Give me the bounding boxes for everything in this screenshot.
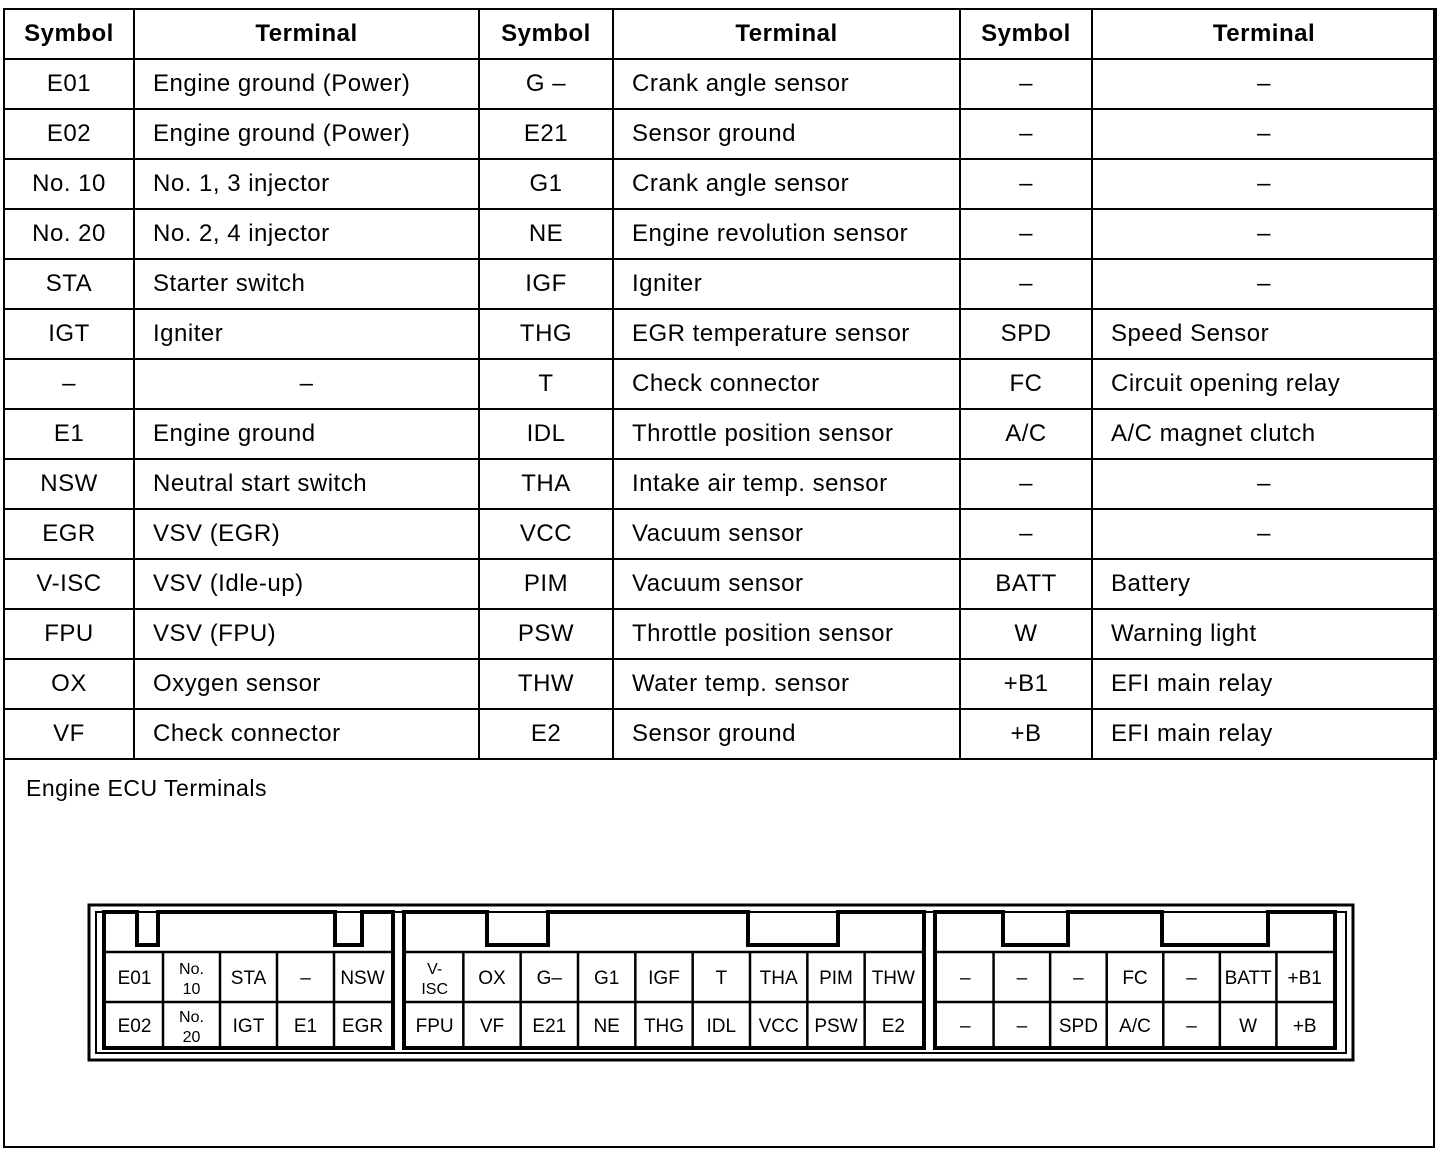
pin-label: –: [1016, 968, 1028, 989]
symbol-cell: E21: [479, 109, 613, 159]
pin-label: IGF: [648, 968, 680, 989]
symbol-cell: BATT: [960, 559, 1092, 609]
pin-label: NSW: [340, 968, 385, 989]
terminal-cell: Igniter: [134, 309, 479, 359]
symbol-cell: THA: [479, 459, 613, 509]
symbol-cell: STA: [4, 259, 134, 309]
symbol-cell: –: [960, 509, 1092, 559]
terminal-cell: Engine ground: [134, 409, 479, 459]
pin-label: No.: [179, 1009, 204, 1026]
terminal-cell: Throttle position sensor: [613, 609, 960, 659]
terminal-cell: Check connector: [134, 709, 479, 759]
symbol-cell: No. 10: [4, 159, 134, 209]
pin-label: FPU: [415, 1016, 454, 1037]
symbol-cell: VCC: [479, 509, 613, 559]
header-symbol: Symbol: [4, 9, 134, 59]
pin-label: SPD: [1058, 1016, 1098, 1037]
pin-label: –: [1186, 968, 1197, 989]
pin-label: ISC: [421, 981, 449, 998]
terminal-cell: Starter switch: [134, 259, 479, 309]
pin-label: T: [715, 968, 728, 989]
symbol-cell: +B: [960, 709, 1092, 759]
terminal-cell: Vacuum sensor: [613, 559, 960, 609]
terminal-cell: Check connector: [613, 359, 960, 409]
pin-label: THW: [871, 968, 915, 989]
pin-label: E02: [117, 1016, 152, 1037]
symbol-cell: –: [4, 359, 134, 409]
symbol-cell: A/C: [960, 409, 1092, 459]
symbol-cell: THG: [479, 309, 613, 359]
symbol-cell: W: [960, 609, 1092, 659]
pin-label: –: [959, 1016, 971, 1037]
symbol-cell: –: [960, 209, 1092, 259]
terminal-cell: Vacuum sensor: [613, 509, 960, 559]
pin-label: 20: [182, 1029, 201, 1046]
pin-label: +B: [1292, 1016, 1317, 1037]
pin-label: NE: [593, 1016, 620, 1037]
pin-label: –: [1016, 1016, 1028, 1037]
pin-label: –: [959, 968, 971, 989]
symbol-cell: PSW: [479, 609, 613, 659]
pin-label: –: [300, 968, 311, 989]
pin-label: IGT: [232, 1016, 265, 1037]
pin-label: PIM: [819, 968, 853, 989]
terminal-cell: No. 2, 4 injector: [134, 209, 479, 259]
pin-label: EGR: [341, 1016, 384, 1037]
symbol-cell: G –: [479, 59, 613, 109]
symbol-cell: IGT: [4, 309, 134, 359]
symbol-cell: T: [479, 359, 613, 409]
diagram-caption: Engine ECU Terminals: [26, 775, 267, 801]
pin-label: VCC: [758, 1016, 799, 1037]
terminal-cell: –: [1092, 509, 1436, 559]
symbol-cell: E2: [479, 709, 613, 759]
pin-label: V-: [427, 961, 443, 978]
symbol-cell: E1: [4, 409, 134, 459]
pin-label: IDL: [706, 1016, 737, 1037]
terminal-cell: Engine ground (Power): [134, 109, 479, 159]
terminal-cell: VSV (Idle-up): [134, 559, 479, 609]
header-terminal: Terminal: [134, 9, 479, 59]
symbol-cell: –: [960, 259, 1092, 309]
pin-label: THA: [759, 968, 798, 989]
symbol-cell: PIM: [479, 559, 613, 609]
symbol-cell: EGR: [4, 509, 134, 559]
terminal-cell: A/C magnet clutch: [1092, 409, 1436, 459]
symbol-cell: E01: [4, 59, 134, 109]
terminal-cell: Throttle position sensor: [613, 409, 960, 459]
terminal-cell: Neutral start switch: [134, 459, 479, 509]
symbol-cell: –: [960, 109, 1092, 159]
symbol-cell: +B1: [960, 659, 1092, 709]
symbol-cell: THW: [479, 659, 613, 709]
terminal-cell: Engine revolution sensor: [613, 209, 960, 259]
terminal-cell: Water temp. sensor: [613, 659, 960, 709]
symbol-cell: V-ISC: [4, 559, 134, 609]
symbol-cell: NSW: [4, 459, 134, 509]
pin-label: –: [1186, 1016, 1197, 1037]
pin-label: OX: [478, 968, 506, 989]
pin-label: FC: [1122, 968, 1148, 989]
terminal-cell: –: [1092, 159, 1436, 209]
pin-label: G–: [536, 968, 563, 989]
terminal-cell: Crank angle sensor: [613, 159, 960, 209]
pin-label: THG: [643, 1016, 685, 1037]
terminal-cell: Oxygen sensor: [134, 659, 479, 709]
pin-label: E2: [881, 1016, 905, 1037]
terminal-cell: EFI main relay: [1092, 709, 1436, 759]
terminal-cell: Sensor ground: [613, 109, 960, 159]
pin-label: G1: [593, 968, 620, 989]
terminal-cell: EFI main relay: [1092, 659, 1436, 709]
header-terminal: Terminal: [613, 9, 960, 59]
terminal-cell: Intake air temp. sensor: [613, 459, 960, 509]
pin-label: BATT: [1224, 968, 1272, 989]
pin-label: E01: [117, 968, 152, 989]
pin-label: 10: [182, 981, 201, 998]
symbol-cell: –: [960, 159, 1092, 209]
terminal-cell: Engine ground (Power): [134, 59, 479, 109]
header-terminal: Terminal: [1092, 9, 1436, 59]
terminal-cell: VSV (FPU): [134, 609, 479, 659]
symbol-cell: IGF: [479, 259, 613, 309]
symbol-cell: VF: [4, 709, 134, 759]
symbol-cell: IDL: [479, 409, 613, 459]
terminal-cell: –: [1092, 109, 1436, 159]
symbol-cell: G1: [479, 159, 613, 209]
terminal-cell: –: [134, 359, 479, 409]
symbol-cell: E02: [4, 109, 134, 159]
symbol-cell: OX: [4, 659, 134, 709]
symbol-cell: FC: [960, 359, 1092, 409]
terminal-cell: No. 1, 3 injector: [134, 159, 479, 209]
pin-label: W: [1239, 1016, 1258, 1037]
terminal-cell: Crank angle sensor: [613, 59, 960, 109]
header-symbol: Symbol: [960, 9, 1092, 59]
pin-label: VF: [479, 1016, 505, 1037]
terminal-cell: Battery: [1092, 559, 1436, 609]
symbol-cell: NE: [479, 209, 613, 259]
terminal-cell: EGR temperature sensor: [613, 309, 960, 359]
symbol-cell: FPU: [4, 609, 134, 659]
terminal-cell: Igniter: [613, 259, 960, 309]
pin-label: No.: [179, 961, 204, 978]
symbol-cell: –: [960, 459, 1092, 509]
terminal-cell: –: [1092, 459, 1436, 509]
pin-label: +B1: [1287, 968, 1322, 989]
terminal-cell: Warning light: [1092, 609, 1436, 659]
symbol-cell: SPD: [960, 309, 1092, 359]
terminal-cell: –: [1092, 259, 1436, 309]
pin-label: PSW: [814, 1016, 858, 1037]
terminal-cell: Circuit opening relay: [1092, 359, 1436, 409]
symbol-cell: –: [960, 59, 1092, 109]
header-symbol: Symbol: [479, 9, 613, 59]
terminal-cell: –: [1092, 59, 1436, 109]
pin-label: A/C: [1119, 1016, 1151, 1037]
terminal-cell: –: [1092, 209, 1436, 259]
terminal-cell: VSV (EGR): [134, 509, 479, 559]
pin-label: E1: [293, 1016, 318, 1037]
pin-label: STA: [230, 968, 267, 989]
symbol-cell: No. 20: [4, 209, 134, 259]
pin-label: E21: [532, 1016, 567, 1037]
terminal-cell: Sensor ground: [613, 709, 960, 759]
terminal-cell: Speed Sensor: [1092, 309, 1436, 359]
pin-label: –: [1073, 968, 1084, 989]
